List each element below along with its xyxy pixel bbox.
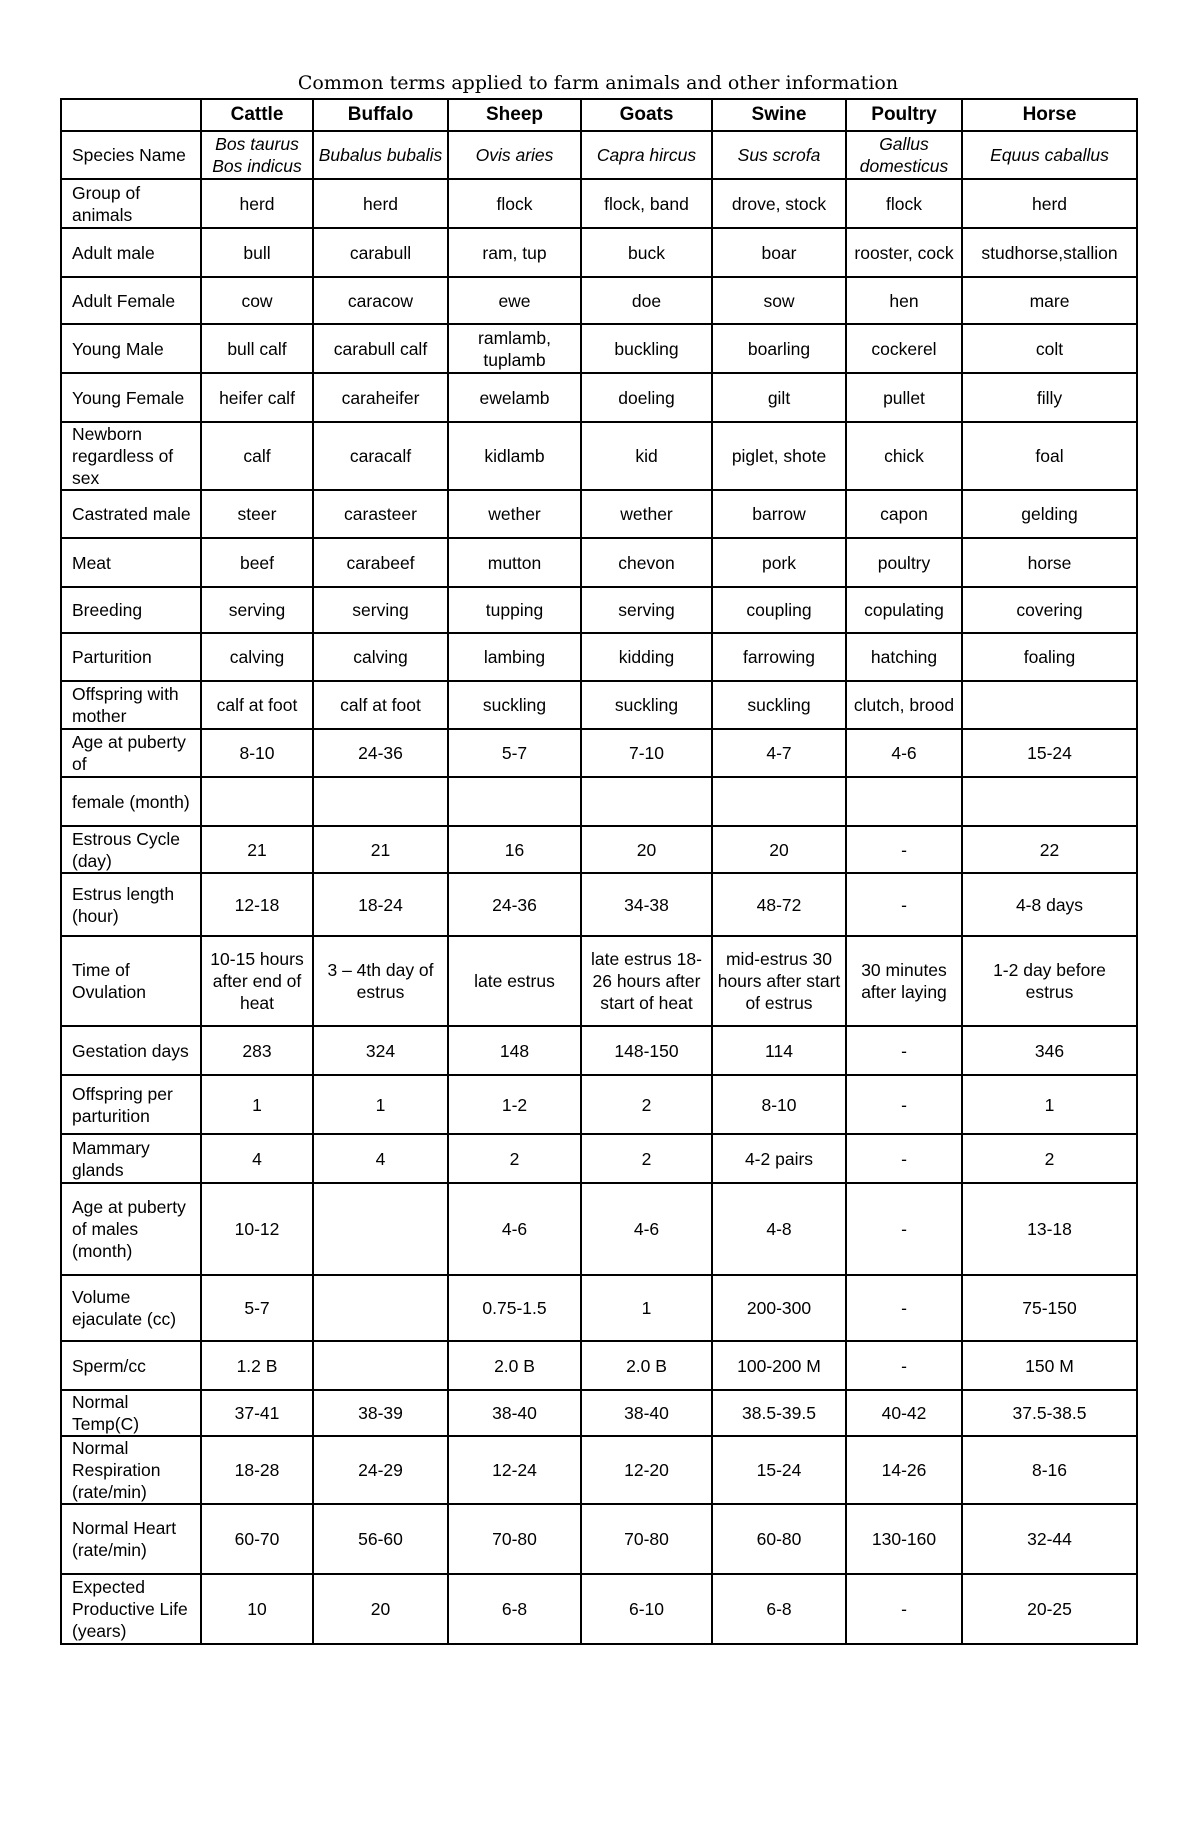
table-cell: 20 xyxy=(581,826,712,873)
table-cell: 8-10 xyxy=(201,729,313,777)
table-cell: 2 xyxy=(962,1134,1137,1183)
table-cell: caracow xyxy=(313,277,448,324)
row-label: Meat xyxy=(61,538,201,587)
table-cell: 38-39 xyxy=(313,1390,448,1436)
table-cell: carasteer xyxy=(313,490,448,538)
table-cell: ewe xyxy=(448,277,581,324)
table-cell: herd xyxy=(962,179,1137,228)
table-cell: 1-2 day before estrus xyxy=(962,936,1137,1026)
table-cell: cockerel xyxy=(846,324,962,373)
table-cell: sow xyxy=(712,277,846,324)
table-cell: carabeef xyxy=(313,538,448,587)
table-cell: Ovis aries xyxy=(448,131,581,179)
row-label: Species Name xyxy=(61,131,201,179)
table-cell: Capra hircus xyxy=(581,131,712,179)
row-label: Adult male xyxy=(61,228,201,277)
table-cell: hatching xyxy=(846,633,962,681)
table-cell: mare xyxy=(962,277,1137,324)
table-cell: farrowing xyxy=(712,633,846,681)
table-cell: 38-40 xyxy=(448,1390,581,1436)
table-cell xyxy=(313,777,448,826)
table-cell: 12-24 xyxy=(448,1436,581,1504)
table-cell: 70-80 xyxy=(448,1504,581,1574)
table-cell: steer xyxy=(201,490,313,538)
table-cell: herd xyxy=(313,179,448,228)
table-cell: 1 xyxy=(962,1075,1137,1134)
column-header: Sheep xyxy=(448,99,581,131)
table-cell: 4-8 days xyxy=(962,873,1137,936)
table-cell: 60-70 xyxy=(201,1504,313,1574)
table-cell: 20-25 xyxy=(962,1574,1137,1644)
table-cell: filly xyxy=(962,373,1137,422)
table-cell: - xyxy=(846,1075,962,1134)
table-cell: suckling xyxy=(712,681,846,729)
table-cell: 12-20 xyxy=(581,1436,712,1504)
table-cell: flock xyxy=(846,179,962,228)
column-header: Poultry xyxy=(846,99,962,131)
table-cell: 30 minutes after laying xyxy=(846,936,962,1026)
row-label: Young Female xyxy=(61,373,201,422)
table-cell: 18-28 xyxy=(201,1436,313,1504)
table-cell: calf xyxy=(201,422,313,490)
table-cell: chick xyxy=(846,422,962,490)
table-cell: 2 xyxy=(581,1075,712,1134)
table-cell xyxy=(448,777,581,826)
table-cell: 56-60 xyxy=(313,1504,448,1574)
table-cell: suckling xyxy=(448,681,581,729)
table-cell: tupping xyxy=(448,587,581,633)
row-label: Age at puberty of males (month) xyxy=(61,1183,201,1275)
table-cell: 34-38 xyxy=(581,873,712,936)
table-cell: drove, stock xyxy=(712,179,846,228)
table-row xyxy=(61,1436,1137,1504)
table-cell: 4-8 xyxy=(712,1183,846,1275)
table-cell: - xyxy=(846,1275,962,1341)
table-cell: 12-18 xyxy=(201,873,313,936)
table-cell: 150 M xyxy=(962,1341,1137,1390)
row-label: Time of Ovulation xyxy=(61,936,201,1026)
table-cell: 22 xyxy=(962,826,1137,873)
table-cell: 1.2 B xyxy=(201,1341,313,1390)
row-label: Offspring with mother xyxy=(61,681,201,729)
table-cell: kid xyxy=(581,422,712,490)
table-cell: 10-12 xyxy=(201,1183,313,1275)
table-cell: carabull calf xyxy=(313,324,448,373)
table-cell: 37-41 xyxy=(201,1390,313,1436)
table-row xyxy=(61,1026,1137,1075)
table-cell: serving xyxy=(201,587,313,633)
table-cell: 3 – 4th day of estrus xyxy=(313,936,448,1026)
table-cell: serving xyxy=(581,587,712,633)
row-label: Expected Productive Life (years) xyxy=(61,1574,201,1644)
table-row xyxy=(61,1275,1137,1341)
table-cell: mutton xyxy=(448,538,581,587)
table-cell: calving xyxy=(201,633,313,681)
row-label: Volume ejaculate (cc) xyxy=(61,1275,201,1341)
table-cell: 0.75-1.5 xyxy=(448,1275,581,1341)
column-header: Horse xyxy=(962,99,1137,131)
table-cell: 48-72 xyxy=(712,873,846,936)
table-cell: caraheifer xyxy=(313,373,448,422)
table-cell: 2.0 B xyxy=(581,1341,712,1390)
table-cell: 16 xyxy=(448,826,581,873)
table-cell: calf at foot xyxy=(201,681,313,729)
table-cell: 75-150 xyxy=(962,1275,1137,1341)
table-cell: 21 xyxy=(201,826,313,873)
table-cell: lambing xyxy=(448,633,581,681)
table-cell: - xyxy=(846,873,962,936)
table-cell: 24-36 xyxy=(313,729,448,777)
table-cell xyxy=(962,777,1137,826)
table-row xyxy=(61,1574,1137,1644)
table-cell: 148-150 xyxy=(581,1026,712,1075)
table-cell: 6-10 xyxy=(581,1574,712,1644)
table-cell: 4-6 xyxy=(846,729,962,777)
table-cell: kidlamb xyxy=(448,422,581,490)
table-cell: poultry xyxy=(846,538,962,587)
table-cell: 4-7 xyxy=(712,729,846,777)
table-cell: flock xyxy=(448,179,581,228)
table-cell: chevon xyxy=(581,538,712,587)
table-cell: - xyxy=(846,1183,962,1275)
table-cell: - xyxy=(846,1341,962,1390)
table-cell: 18-24 xyxy=(313,873,448,936)
table-cell xyxy=(313,1183,448,1275)
row-label: Parturition xyxy=(61,633,201,681)
table-cell: buckling xyxy=(581,324,712,373)
table-cell: 4 xyxy=(201,1134,313,1183)
table-cell: horse xyxy=(962,538,1137,587)
table-row xyxy=(61,277,1137,324)
table-cell: gilt xyxy=(712,373,846,422)
table-row xyxy=(61,873,1137,936)
table-cell: kidding xyxy=(581,633,712,681)
table-cell: mid-estrus 30 hours after start of estrus xyxy=(712,936,846,1026)
table-body xyxy=(61,131,1137,1644)
table-cell: 6-8 xyxy=(712,1574,846,1644)
table-cell: boarling xyxy=(712,324,846,373)
row-label: Newborn regardless of sex xyxy=(61,422,201,490)
table-row xyxy=(61,587,1137,633)
table-cell: 283 xyxy=(201,1026,313,1075)
table-row xyxy=(61,324,1137,373)
table-row xyxy=(61,131,1137,179)
table-cell: foaling xyxy=(962,633,1137,681)
table-cell: studhorse,stallion xyxy=(962,228,1137,277)
table-cell: 1-2 xyxy=(448,1075,581,1134)
header-blank-cell xyxy=(61,99,201,131)
table-row xyxy=(61,1504,1137,1574)
table-cell: 8-10 xyxy=(712,1075,846,1134)
row-label: Age at puberty of xyxy=(61,729,201,777)
table-cell xyxy=(313,1341,448,1390)
table-cell: 32-44 xyxy=(962,1504,1137,1574)
table-cell: ewelamb xyxy=(448,373,581,422)
header-row xyxy=(61,99,1137,131)
table-row xyxy=(61,681,1137,729)
table-cell: 1 xyxy=(313,1075,448,1134)
table-cell: 200-300 xyxy=(712,1275,846,1341)
table-cell: 130-160 xyxy=(846,1504,962,1574)
table-cell: 8-16 xyxy=(962,1436,1137,1504)
table-cell: herd xyxy=(201,179,313,228)
table-cell: 324 xyxy=(313,1026,448,1075)
row-label: Sperm/cc xyxy=(61,1341,201,1390)
table-cell: 2 xyxy=(581,1134,712,1183)
table-cell: bull calf xyxy=(201,324,313,373)
table-cell xyxy=(846,777,962,826)
table-cell: 70-80 xyxy=(581,1504,712,1574)
row-label: Gestation days xyxy=(61,1026,201,1075)
table-cell: 4-6 xyxy=(448,1183,581,1275)
table-cell: 4 xyxy=(313,1134,448,1183)
table-cell: late estrus 18-26 hours after start of heat xyxy=(581,936,712,1026)
row-label: Breeding xyxy=(61,587,201,633)
table-cell: 10 xyxy=(201,1574,313,1644)
table-cell: flock, band xyxy=(581,179,712,228)
table-cell: doe xyxy=(581,277,712,324)
table-cell: 13-18 xyxy=(962,1183,1137,1275)
table-row xyxy=(61,228,1137,277)
row-label: Estrus length (hour) xyxy=(61,873,201,936)
table-cell: wether xyxy=(581,490,712,538)
table-cell: ram, tup xyxy=(448,228,581,277)
column-header: Cattle xyxy=(201,99,313,131)
table-cell: colt xyxy=(962,324,1137,373)
table-cell: 2 xyxy=(448,1134,581,1183)
table-cell: barrow xyxy=(712,490,846,538)
table-row xyxy=(61,777,1137,826)
table-cell: beef xyxy=(201,538,313,587)
row-label: Estrous Cycle (day) xyxy=(61,826,201,873)
table-cell: - xyxy=(846,1134,962,1183)
table-cell: gelding xyxy=(962,490,1137,538)
farm-animals-table xyxy=(60,98,1138,1645)
row-label: Castrated male xyxy=(61,490,201,538)
table-cell: 1 xyxy=(581,1275,712,1341)
table-cell: Bubalus bubalis xyxy=(313,131,448,179)
table-cell: rooster, cock xyxy=(846,228,962,277)
table-cell: ramlamb, tuplamb xyxy=(448,324,581,373)
table-row xyxy=(61,422,1137,490)
table-row xyxy=(61,373,1137,422)
table-cell: 7-10 xyxy=(581,729,712,777)
table-cell: - xyxy=(846,1574,962,1644)
row-label: Offspring per parturition xyxy=(61,1075,201,1134)
table-cell: 148 xyxy=(448,1026,581,1075)
table-cell: 4-6 xyxy=(581,1183,712,1275)
table-row xyxy=(61,1134,1137,1183)
table-cell: 20 xyxy=(313,1574,448,1644)
table-cell xyxy=(962,681,1137,729)
table-cell: clutch, brood xyxy=(846,681,962,729)
row-label: Mammary glands xyxy=(61,1134,201,1183)
table-cell: 21 xyxy=(313,826,448,873)
table-cell: 38-40 xyxy=(581,1390,712,1436)
row-label: Group of animals xyxy=(61,179,201,228)
table-cell: 14-26 xyxy=(846,1436,962,1504)
table-cell: 20 xyxy=(712,826,846,873)
table-cell: hen xyxy=(846,277,962,324)
table-cell: 114 xyxy=(712,1026,846,1075)
table-cell: Equus caballus xyxy=(962,131,1137,179)
table-cell: pork xyxy=(712,538,846,587)
column-header: Buffalo xyxy=(313,99,448,131)
table-cell: capon xyxy=(846,490,962,538)
table-cell: doeling xyxy=(581,373,712,422)
table-cell xyxy=(313,1275,448,1341)
table-cell: 15-24 xyxy=(712,1436,846,1504)
table-cell: 1 xyxy=(201,1075,313,1134)
table-cell: 24-36 xyxy=(448,873,581,936)
column-header: Goats xyxy=(581,99,712,131)
table-cell: - xyxy=(846,1026,962,1075)
table-row xyxy=(61,1183,1137,1275)
table-cell: 2.0 B xyxy=(448,1341,581,1390)
table-cell: Gallus domesticus xyxy=(846,131,962,179)
table-cell: 4-2 pairs xyxy=(712,1134,846,1183)
row-label: Normal Temp(C) xyxy=(61,1390,201,1436)
table-cell: 346 xyxy=(962,1026,1137,1075)
table-cell xyxy=(581,777,712,826)
table-cell: boar xyxy=(712,228,846,277)
table-row xyxy=(61,1341,1137,1390)
row-label: Normal Heart (rate/min) xyxy=(61,1504,201,1574)
table-cell: 6-8 xyxy=(448,1574,581,1644)
table-cell: covering xyxy=(962,587,1137,633)
table-cell: Sus scrofa xyxy=(712,131,846,179)
table-row xyxy=(61,729,1137,777)
table-cell: Bos taurus Bos indicus xyxy=(201,131,313,179)
table-cell: carabull xyxy=(313,228,448,277)
table-cell: pullet xyxy=(846,373,962,422)
row-label: Adult Female xyxy=(61,277,201,324)
table-cell: coupling xyxy=(712,587,846,633)
row-label: Normal Respiration (rate/min) xyxy=(61,1436,201,1504)
table-cell: 60-80 xyxy=(712,1504,846,1574)
table-cell: 100-200 M xyxy=(712,1341,846,1390)
table-cell: cow xyxy=(201,277,313,324)
table-cell: - xyxy=(846,826,962,873)
table-cell: piglet, shote xyxy=(712,422,846,490)
table-cell: 37.5-38.5 xyxy=(962,1390,1137,1436)
row-label: Young Male xyxy=(61,324,201,373)
table-cell: 40-42 xyxy=(846,1390,962,1436)
table-cell xyxy=(712,777,846,826)
table-cell xyxy=(201,777,313,826)
table-row xyxy=(61,826,1137,873)
table-row xyxy=(61,179,1137,228)
table-cell: caracalf xyxy=(313,422,448,490)
table-cell: 38.5-39.5 xyxy=(712,1390,846,1436)
table-cell: 15-24 xyxy=(962,729,1137,777)
row-label: female (month) xyxy=(61,777,201,826)
table-cell: 5-7 xyxy=(201,1275,313,1341)
table-row xyxy=(61,1075,1137,1134)
table-cell: copulating xyxy=(846,587,962,633)
table-row xyxy=(61,1390,1137,1436)
table-cell: 10-15 hours after end of heat xyxy=(201,936,313,1026)
table-row xyxy=(61,490,1137,538)
table-cell: calf at foot xyxy=(313,681,448,729)
table-cell: calving xyxy=(313,633,448,681)
table-cell: late estrus xyxy=(448,936,581,1026)
table-row xyxy=(61,633,1137,681)
table-cell: bull xyxy=(201,228,313,277)
table-row xyxy=(61,538,1137,587)
table-cell: suckling xyxy=(581,681,712,729)
table-cell: serving xyxy=(313,587,448,633)
table-cell: wether xyxy=(448,490,581,538)
page-title: Common terms applied to farm animals and other information xyxy=(297,72,899,94)
table-cell: foal xyxy=(962,422,1137,490)
table-cell: 24-29 xyxy=(313,1436,448,1504)
table-cell: buck xyxy=(581,228,712,277)
table-row xyxy=(61,936,1137,1026)
table-cell: 5-7 xyxy=(448,729,581,777)
table-cell: heifer calf xyxy=(201,373,313,422)
column-header: Swine xyxy=(712,99,846,131)
